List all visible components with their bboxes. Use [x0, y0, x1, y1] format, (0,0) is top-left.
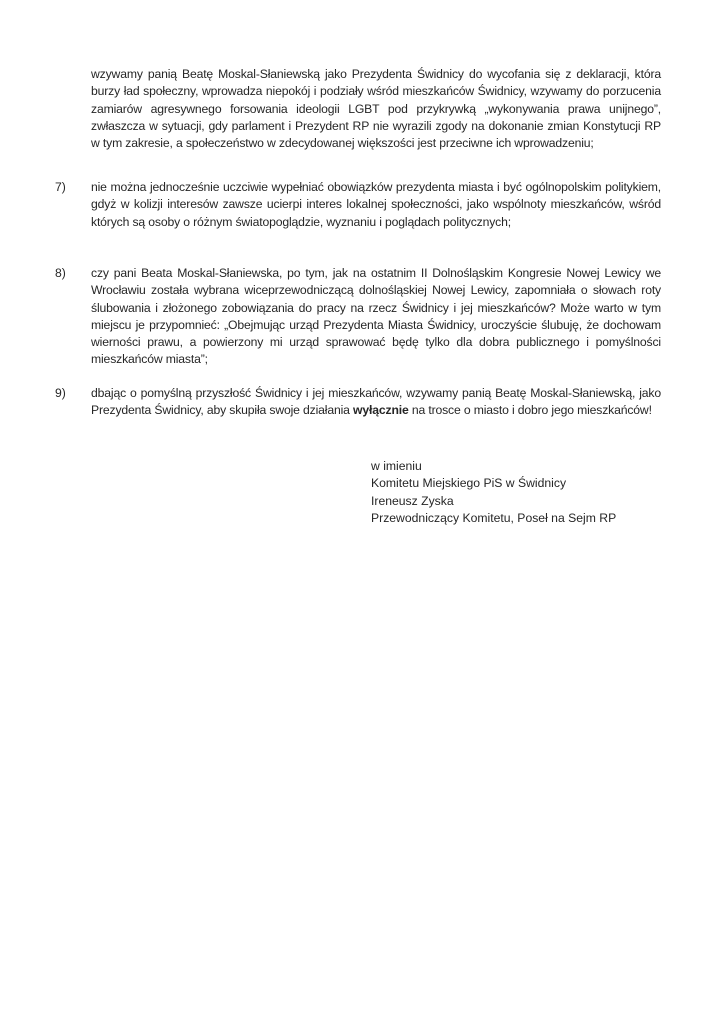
list-item-9 [55, 385, 661, 420]
item-number: 9) [55, 386, 66, 400]
signature-line-4: Przewodniczący Komitetu, Poseł na Sejm RP [371, 510, 617, 525]
signature-line-3: Ireneusz Zyska [371, 493, 454, 508]
item-text: nie można jednocześnie uczciwie wypełniać obowiązków prezydenta miasta i być ogólnopolskim politykiem, gdyż w kolizji interesów zawsze ucierpi interes lokalnej społeczności, jako wspólnoty mieszkańców, wśród których są osoby o różnym światopoglądzie, wyznaniu i poglądach politycznych; [91, 180, 661, 229]
item-text-after: na trosce o miasto i dobro jego mieszkańców! [408, 403, 652, 418]
list-item-7 [55, 179, 661, 231]
signature-block [371, 458, 691, 527]
intro-paragraph: wzywamy panią Beatę Moskal-Słaniewską jako Prezydenta Świdnicy do wycofania się z deklaracji, która burzy ład społeczny, wprowadza niepokój i podziały wśród mieszkańców Świdnicy, wzywamy do porzucenia zamiarów agresywnego forsowania ideologii LGBT pod przykrywką „wykonywania prawa unijnego”, zwłaszcza w sytuacji, gdy parlament i Prezydent RP nie wyrazili zgody na dokonanie zmian Konstytucji RP w tym zakresie, a społeczeństwo w zdecydowanej większości jest przeciwne ich wprowadzeniu; [91, 67, 661, 151]
signature-line-1: w imieniu [371, 459, 422, 473]
item-number: 8) [55, 266, 66, 280]
signature-line-2: Komitetu Miejskiego PiS w Świdnicy [371, 476, 567, 491]
item-text-before: dbając o pomyślną przyszłość Świdnicy i jej mieszkańców, wzywamy panią Beatę Moskal-Słaniewską, jako Prezydenta Świdnicy, aby skupiła swoje działania [91, 386, 661, 418]
item-text: czy pani Beata Moskal-Słaniewska, po tym, jak na ostatnim II Dolnośląskim Kongresie Nowej Lewicy we Wrocławiu została wybrana wiceprzewodniczącą dolnośląskiej Nowej Lewicy, zapomniała o słowach roty ślubowania i złożonego zobowiązania do pracy na rzecz Świdnicy i jej mieszkańców? Może warto w tym miejscu je przypomnieć: „Obejmując urząd Prezydenta Miasta Świdnicy, uroczyście ślubuję, że dochowam wierności prawu, a powierzony mi urząd sprawować będę tylko dla dobra publicznego i pomyślności mieszkańców miasta”; [91, 266, 661, 367]
item-text-bold: wyłącznie [353, 403, 409, 418]
item-text [91, 385, 661, 420]
list-item-8 [55, 265, 661, 369]
item-number: 7) [55, 180, 66, 194]
